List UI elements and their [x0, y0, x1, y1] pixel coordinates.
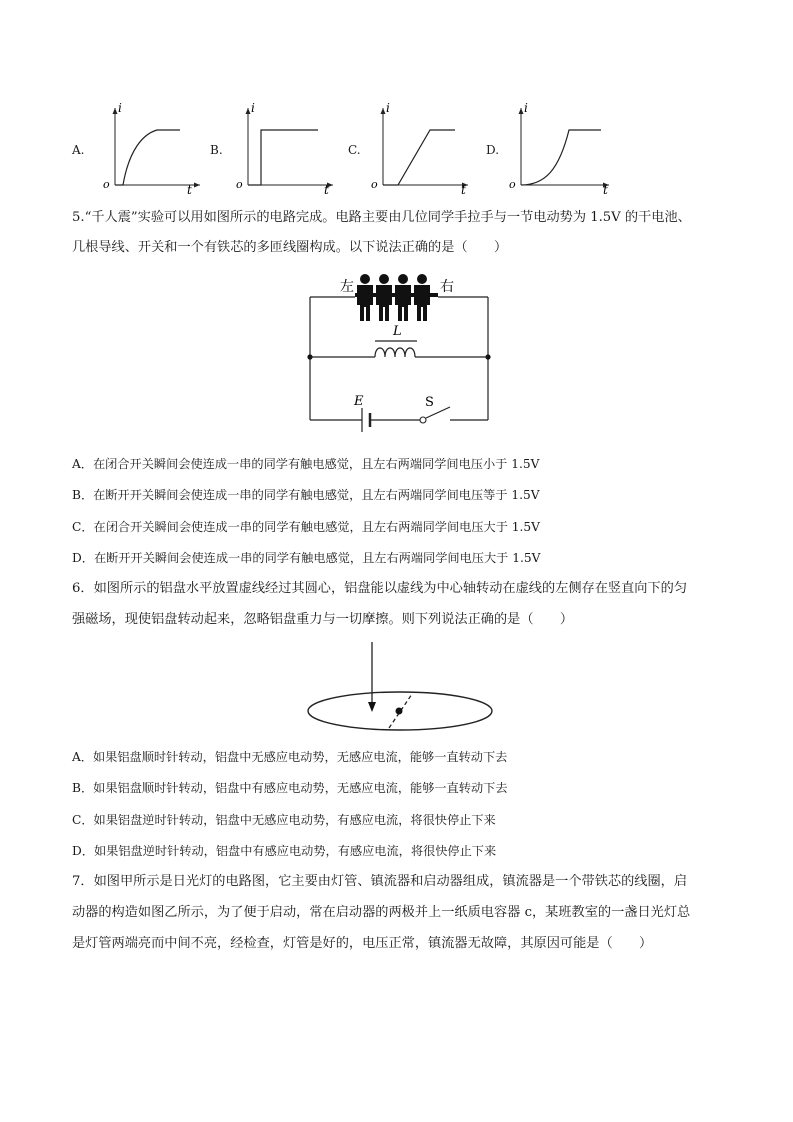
q6-stem-line2: 强磁场，现使铝盘转动起来，忽略铝盘重力与一切摩擦。则下列说法正确的是（ ）: [72, 612, 574, 627]
graph-c: [365, 100, 475, 195]
q6-option-c: C．如果铝盘逆时针转动，铝盘中无感应电动势，有感应电流，将很快停止下来: [72, 813, 496, 827]
graph-a-i: i: [118, 101, 122, 115]
graph-a-origin: o: [103, 178, 110, 191]
q7-stem-line2: 动器的构造如图乙所示，为了便于启动，常在启动器的两极并上一纸质电容器 c，某班教室的一盏日光灯总: [72, 905, 691, 920]
graph-a-letter: A.: [72, 143, 85, 157]
graph-d-origin: o: [509, 178, 516, 191]
graph-d-i: i: [524, 101, 528, 115]
q5-option-a: A．在闭合开关瞬间会使连成一串的同学有触电感觉，且左右两端同学间电压小于 1.5V: [72, 457, 540, 471]
graph-b-letter: B.: [210, 143, 223, 157]
graph-c-origin: o: [371, 178, 378, 191]
graph-b-t: t: [324, 183, 329, 195]
graph-b-origin: o: [236, 178, 243, 191]
graph-d-t: t: [603, 183, 608, 195]
q5-option-d: D．在断开开关瞬间会使连成一串的同学有触电感觉，且左右两端同学间电压大于 1.5V: [72, 551, 541, 565]
q5-battery-label: E: [354, 394, 364, 409]
q5-option-c: C．在闭合开关瞬间会使连成一串的同学有触电感觉，且左右两端同学间电压大于 1.5V: [72, 520, 540, 534]
graph-a-t: t: [187, 183, 192, 195]
q5-left-label: 左: [340, 279, 354, 295]
q5-right-label: 右: [440, 279, 454, 295]
graph-d: [503, 100, 618, 195]
q5-option-b: B．在断开开关瞬间会使连成一串的同学有触电感觉，且左右两端同学间电压等于 1.5V: [72, 488, 540, 502]
graph-b: [230, 100, 340, 195]
q5-stem-line2: 几根导线、开关和一个有铁芯的多匝线圈构成。以下说法正确的是（ ）: [72, 240, 508, 255]
students-holding-hands: [355, 274, 438, 321]
q7-stem-line1: 7．如图甲所示是日光灯的电路图，它主要由灯管、镇流器和启动器组成，镇流器是一个带铁芯的线圈，启: [72, 874, 688, 889]
q6-aluminum-disk-figure: [300, 640, 500, 735]
q6-option-b: B．如果铝盘顺时针转动，铝盘中有感应电动势，无感应电流，能够一直转动下去: [72, 781, 508, 795]
q5-circuit-figure: [300, 265, 500, 440]
graph-b-i: i: [251, 101, 255, 115]
graph-d-letter: D.: [486, 143, 500, 157]
graph-c-i: i: [386, 101, 390, 115]
q5-switch-label: S: [425, 395, 434, 410]
q6-option-d: D．如果铝盘逆时针转动，铝盘中有感应电动势，有感应电流，将很快停止下来: [72, 844, 497, 858]
q7-stem-line3: 是灯管两端亮而中间不亮，经检查，灯管是好的，电压正常，镇流器无故障，其原因可能是（ ）: [72, 936, 653, 951]
q5-stem-line1: 5.“千人震”实验可以用如图所示的电路完成。电路主要由几位同学手拉手与一节电动势为 1.5V 的干电池、: [72, 210, 691, 225]
graph-c-letter: C.: [348, 143, 361, 157]
q5-inductor-label: L: [393, 324, 402, 339]
q6-option-a: A．如果铝盘顺时针转动，铝盘中无感应电动势，无感应电流，能够一直转动下去: [72, 750, 508, 764]
q6-stem-line1: 6．如图所示的铝盘水平放置虚线经过其圆心，铝盘能以虚线为中心轴转动在虚线的左侧存在竖直向下的匀: [72, 581, 688, 596]
graph-c-t: t: [461, 183, 466, 195]
graph-a: [95, 100, 205, 195]
